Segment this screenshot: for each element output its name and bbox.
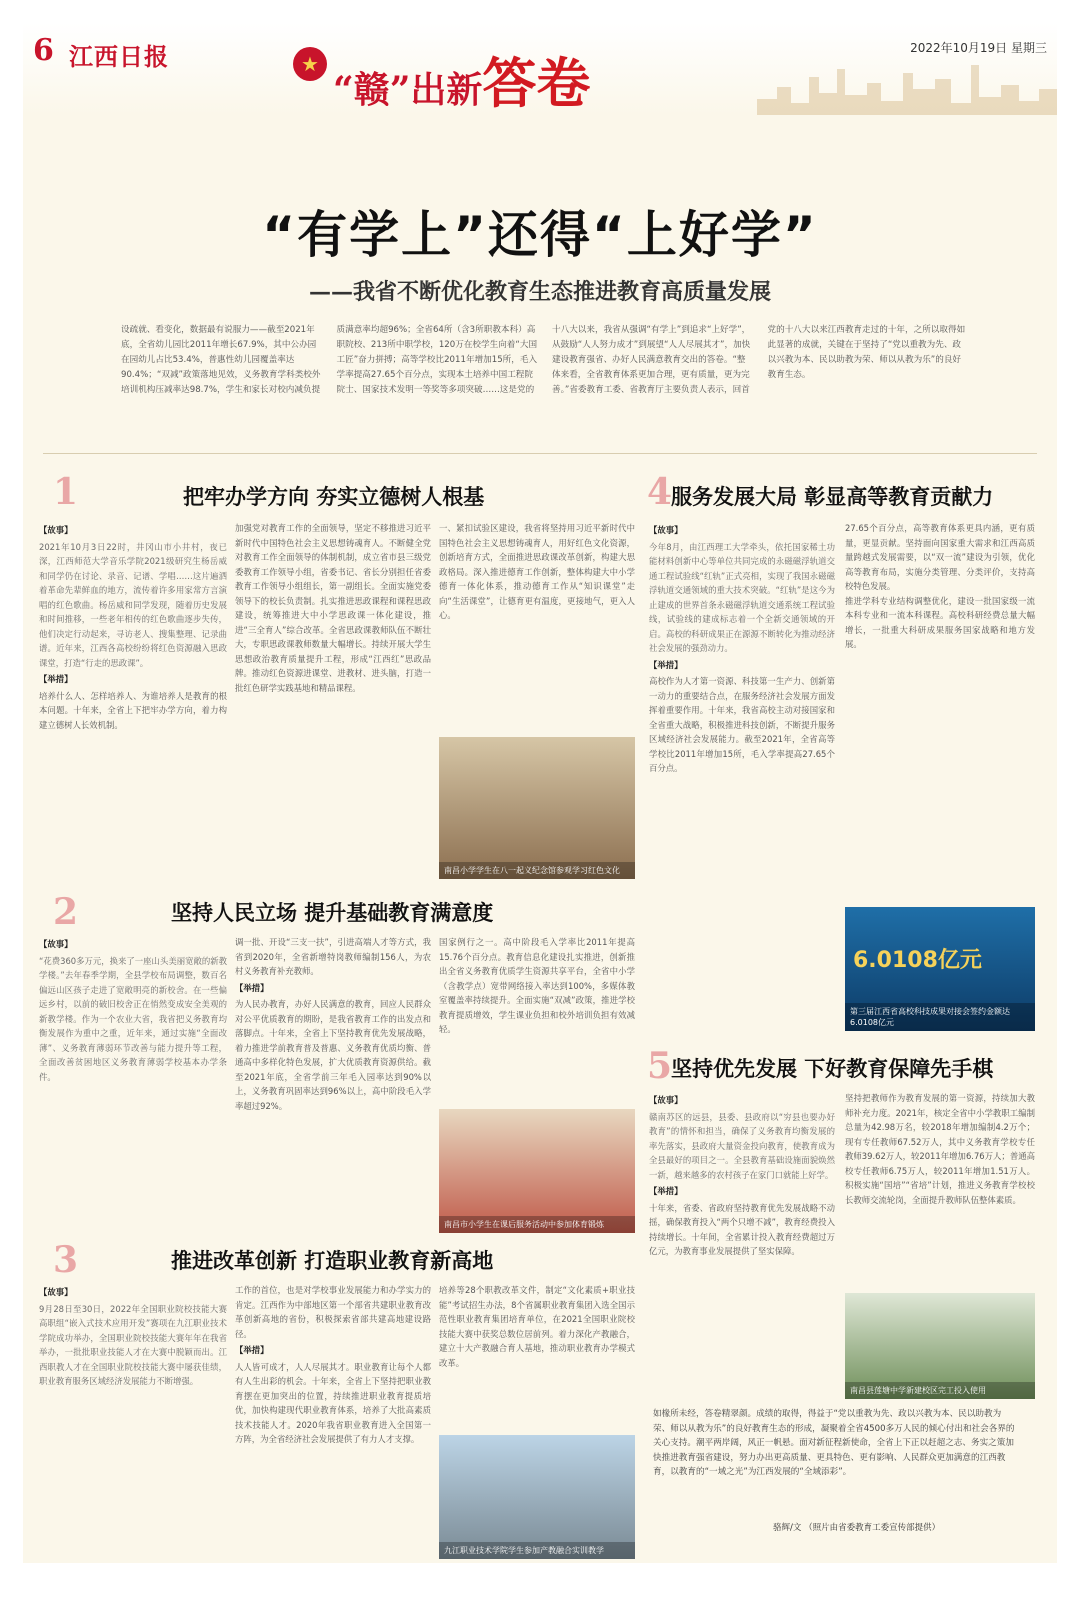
headline: “有学上”还得“上好学” [262,206,818,264]
section-2-col-3: 国家例行之一。高中阶段毛入学率比2011年提高15.76个百分点。教育信息化建设扎实推进，创新推出全省义务教育优质学生资源共享平台，全省中小学（含教学点）宽带网络接入率达到100%，多媒体教室覆盖率持续提升。全面实施“双减”政策，推进学校教育提质增效，学生课业负担和校外培训负担有效减轻。 [439,937,635,1034]
column-big: 答卷 [482,51,591,115]
section-number-5: 5 [647,1045,673,1087]
section-2-col-1 [39,935,227,1235]
photo-caption: 南昌小学学生在八一起义纪念馆参观学习红色文化 [439,862,635,879]
section-5-photo [845,1293,1035,1399]
section-3-col-2-text: 工作的首位，也是对学校事业发展能力和办学实力的肯定。江西作为中部地区第一个部省共建职业教育改革创新高地的省份，积极探索省部共建高地建设路径。 [235,1285,431,1339]
section-3-measure: 人人皆可成才，人人尽展其才。职业教育让每个人都有人生出彩的机会。十年来，全省上下坚持把职业教育摆在更加突出的位置，持续推进职业教育提质培优，加快构建现代职业教育体系，培养了大批高素质技术技能人才。2020年我省职业教育进入全国第一方阵，为全省经济社会发展提供了有力人才支撑。 [235,1361,431,1444]
section-4-col-2-a: 27.65个百分点，高等教育体系更具内涵，更有质量，更显贡献。坚持面向国家重大需求和江西高质量跨越式发展需要，以“双一流”建设为引领，优化高等教育布局，实施分类管理、分类评价，支持高校特色发展。 [845,523,1035,591]
section-1-photo [439,737,635,879]
section-5-measure: 十年来，省委、省政府坚持教育优先发展战略不动摇，确保教育投入“两个只增不减”，教育经费投入持续增长。十年间，全省累计投入教育经费超过万亿元，为教育事业发展提供了坚实保障。 [649,1202,835,1256]
section-1-col-1 [39,521,227,881]
section-4-col-2-b: 推进学科专业结构调整优化，建设一批国家级一流本科专业和一流本科课程。高校科研经费总量大幅增长，一批重大科研成果服务国家战略和地方发展。 [845,595,1035,649]
section-2-story: “花费360多万元，换来了一座山头美丽宽敞的新教学楼。”去年春季学期，全县学校布局调整，数百名偏远山区孩子走进了宽敞明亮的新校舍。在一些偏远乡村，以前的破旧校舍正在悄然变成安全美观的新教学楼。作为一个农业大省，我省把义务教育均衡发展作为重中之重，近年来，通过实施“全面改薄”、义务教育薄弱环节改善与能力提升等工程，全面改善贫困地区义务教育薄弱学校基本办学条件。 [39,955,227,1082]
section-title-5: 坚持优先发展 下好教育保障先手棋 [671,1057,994,1081]
section-3-col-1 [39,1283,227,1559]
story-label: 【故事】 [649,525,683,535]
story-label: 【故事】 [39,1287,73,1297]
section-title-1: 把牢办学方向 夯实立德树人根基 [183,485,485,509]
section-4-photo [845,907,1035,1031]
section-number-3: 3 [53,1239,79,1281]
story-label: 【故事】 [39,939,73,949]
section-5-col-2: 坚持把教师作为教育发展的第一资源，持续加大教师补充力度。2021年，核定全省中小学教职工编制总量为42.98万名，较2018年增加编制4.2万个；现有专任教师67.52万人，其中义务教育学校专任教师39.62万人，较2011年增加6.76万人；普通高校专任教师6.75万人，较2011年增加1.51万人。积极实施“国培”“省培”计划，推进义务教育学校校长教师交流轮岗，全面提升教师队伍整体素质。 [845,1093,1035,1205]
section-1-col-2: 加强党对教育工作的全面领导，坚定不移推进习近平新时代中国特色社会主义思想铸魂育人。不断健全党对教育工作全面领导的体制机制，成立省市县三级党委教育工作领导小组，省委书记、省长分别担任省委教育工作领导小组组长，第一副组长。全面实施党委领导下的校长负责制。扎实推进思政课程和课程思政建设，统筹推进大中小学思政课一体化建设，推进“三全育人”综合改革。全省思政课教师队伍不断壮大，专职思政课教师数量大幅增长。持续开展大学生思想政治教育质量提升工程，形成“江西红”思政品牌。推动红色资源进课堂、进教材、进头脑，打造一批红色研学实践基地和精品课程。 [235,523,431,693]
measure-label: 【举措】 [649,1186,683,1196]
subheadline: ——我省不断优化教育生态推进教育高质量发展 [308,279,771,305]
measure-label: 【举措】 [235,1345,269,1355]
column-title [333,41,590,118]
photo-caption: 南昌县莲塘中学新建校区完工投入使用 [845,1382,1035,1399]
measure-label: 【举措】 [235,982,269,993]
section-title-3: 推进改革创新 打造职业教育新高地 [171,1249,494,1273]
section-title-2: 坚持人民立场 提升基础教育满意度 [171,901,494,925]
section-4-measure: 高校作为人才第一资源、科技第一生产力、创新第一动力的重要结合点，在服务经济社会发展方面发挥着重要作用。十年来，我省高校主动对接国家和全省重大战略，积极推进科技创新，不断提升服务区域经济社会发展能力。截至2021年，全省高等学校比2011年增加15所，毛入学率提高27.65个百分点。 [649,676,835,773]
section-3-photo [439,1435,635,1559]
section-2-photo [439,1109,635,1233]
section-5-col-1 [649,1091,835,1399]
section-1-col-3: 一、紧扣试验区建设，我省将坚持用习近平新时代中国特色社会主义思想铸魂育人，用好红色文化资源，创新培育方式，全面推进思政课改革创新，构建大思政格局。深入推进德育工作创新，整体构建大中小学德育一体化体系，推动德育工作从“知识课堂”走向“生活课堂”，让德育更有温度，更接地气，更入人心。 [439,523,635,620]
red-flag-icon: ★ [293,47,327,81]
section-3-story: 9月28日至30日，2022年全国职业院校技能大赛高职组“嵌入式技术应用开发”赛项在九江职业技术学院成功举办，全国职业院校技能大赛年年在我省举办，一批批职业技能人才在大赛中脱颖而出。江西职教人才在全国职业院校技能大赛中屡获佳绩，职业教育服务区域经济发展能力不断增强。 [39,1303,227,1386]
photo-caption: 南昌市小学生在课后服务活动中参加体育锻炼 [439,1216,635,1233]
section-4-story: 今年8月，由江西理工大学牵头，依托国家稀土功能材料创新中心等单位共同完成的永磁磁浮轨道交通工程试验线“红轨”正式亮相，实现了我国永磁磁浮轨道交通领域的重大技术突破。“红轨”是这今为止建成的世界首条永磁磁浮轨道交通系统工程试验线，试验线的建成标志着一个全新交通领域的开启。高校的科研成果正在源源不断转化为推动经济社会发展的强劲动力。 [649,541,835,653]
section-2-col-2 [235,935,431,1235]
measure-label: 【举措】 [649,659,683,670]
issue-date: 2022年10月19日 星期三 [910,41,1047,55]
section-2-col-2-text: 调一批、开设“三支一扶”，引进高端人才等方式，我省到2020年，全省新增特岗教师编制156人，为农村义务教育补充教师。 [235,937,431,976]
section-4-col-2 [845,521,1035,901]
section-title-4: 服务发展大局 彰显高等教育贡献力 [671,485,994,509]
divider [43,453,1037,454]
signing-amount: 6.0108亿元 [853,948,982,973]
conclusion: 如椽所未经，答卷精翠颜。成绩的取得，得益于“党以重教为先、政以兴教为本、民以助教为荣、师以从教为乐”的良好教育生态的形成，凝聚着全省4500多万人民的倾心付出和社会各界的关心支持。潮平两岸阔，风正一帆悬。面对新征程新使命，全省上下正以赶超之志、务实之策加快推进教育强省建设，努力办出更高质量、更具特色、更有影响、人民群众更加满意的江西教育，以教育的“一域之光”为江西发展的“全域添彩”。 [653,1409,1015,1477]
story-label: 【故事】 [39,525,73,535]
section-3-col-2 [235,1283,431,1559]
page-number: 6 [33,33,54,68]
masthead [23,23,1057,115]
byline-credit: 骆辉/文 （照片由省委教育工委宣传部提供） [773,1523,941,1533]
section-2-measure: 为人民办教育，办好人民满意的教育，回应人民群众对公平优质教育的期盼，是我省教育工作的出发点和落脚点。十年来，全省上下坚持教育优先发展战略，着力推进学前教育普及普惠、义务教育优质均衡、普通高中多样化特色发展，扩大优质教育资源供给。截至2021年底，全省学前三年毛入园率达到90%以上，义务教育巩固率达到96%以上，高中阶段毛入学率超过92%。 [235,999,431,1111]
section-3-col-3: 培养等28个职教改革文件，制定“文化素质+职业技能”考试招生办法，8个省属职业教育集团入选全国示范性职业教育集团培育单位，在2021全国职业院校技能大赛中获奖总数位居前列。着力深化产教融合，建立十大产教融合育人基地，推动职业教育办学模式改革。 [439,1285,635,1368]
paper-name: 江西日报 [69,42,169,71]
column-prefix: “赣”出新 [333,69,483,111]
section-number-4: 4 [647,471,673,513]
story-label: 【故事】 [649,1095,683,1105]
photo-caption: 第三届江西省高校科技成果对接会签约金额达6.0108亿元 [845,1003,1035,1031]
section-4-col-1 [649,521,835,1033]
photo-caption: 九江职业技术学院学生参加产教融合实训教学 [439,1542,635,1559]
section-number-1: 1 [53,471,79,513]
section-number-2: 2 [53,891,79,933]
newspaper-page [23,23,1057,1563]
lead-paragraph: 设疏就、看变化，数据最有说服力——截至2021年底，全省幼儿园比2011年增长67.9%，其中公办园在园幼儿占比53.4%，普惠性幼儿园覆盖率达90.4%；“双减”政策落地见效，义务教育学科类校外培训机构压减率达98.7%，学生和家长对校内减负提质满意率均超96%；全省64所（含3所职教本科）高职院校、213所中职学校，120万在校学生向着“大国工匠”奋力拼搏；高等学校比2011年增加15所，毛入学率提高27.65个百分点，实现本土培养中国工程院院士、国家技术发明一等奖等多项突破……这是党的十八大以来，我省从强调“有学上”到追求“上好学”，从鼓励“人人努力成才”到展望“人人尽展其才”，加快建设教育强省、办好人民满意教育交出的答卷。“整体来看，全省教育体系更加合理，更有质量，更为完善。”省委教育工委、省教育厅主要负责人表示，回首党的十八大以来江西教育走过的十年，之所以取得如此显著的成就，关键在于坚持了“党以重教为先、政以兴教为本、民以助教为荣、师以从教为乐”的良好教育生态。 [121,325,966,395]
section-1-story: 2021年10月3日22时，井冈山市小井村，夜已深，江西师范大学音乐学院2021级研究生杨岳威和同学仍在讨论、录音、记谱、学唱……这片遍洒着革命先辈鲜血的地方，流传着许多用家常方言演唱的红色歌曲。杨岳威和同学发现，随着历史发展和时间推移，一些老年相传的红色歌曲逐步失传，他们决定行动起来，寻访老人、搜集整理、记录曲谱。近年来，江西各高校纷纷将红色资源融入思政课堂，打造“行走的思政课”。 [39,541,227,668]
cityscape-icon [757,59,1057,115]
section-5-story: 赣南苏区的远县，县委、县政府以“穷县也要办好教育”的情怀和担当，确保了义务教育均衡发展的率先落实，县政府大量资金投向教育，使教育成为全县最好的项目之一。全县教育基础设施面貌焕然一新，越来越多的农村孩子在家门口就能上好学。 [649,1111,835,1180]
measure-label: 【举措】 [39,674,73,684]
section-1-measure: 培养什么人、怎样培养人、为谁培养人是教育的根本问题。十年来，全省上下把牢办学方向，着力构建立德树人长效机制。 [39,690,227,730]
